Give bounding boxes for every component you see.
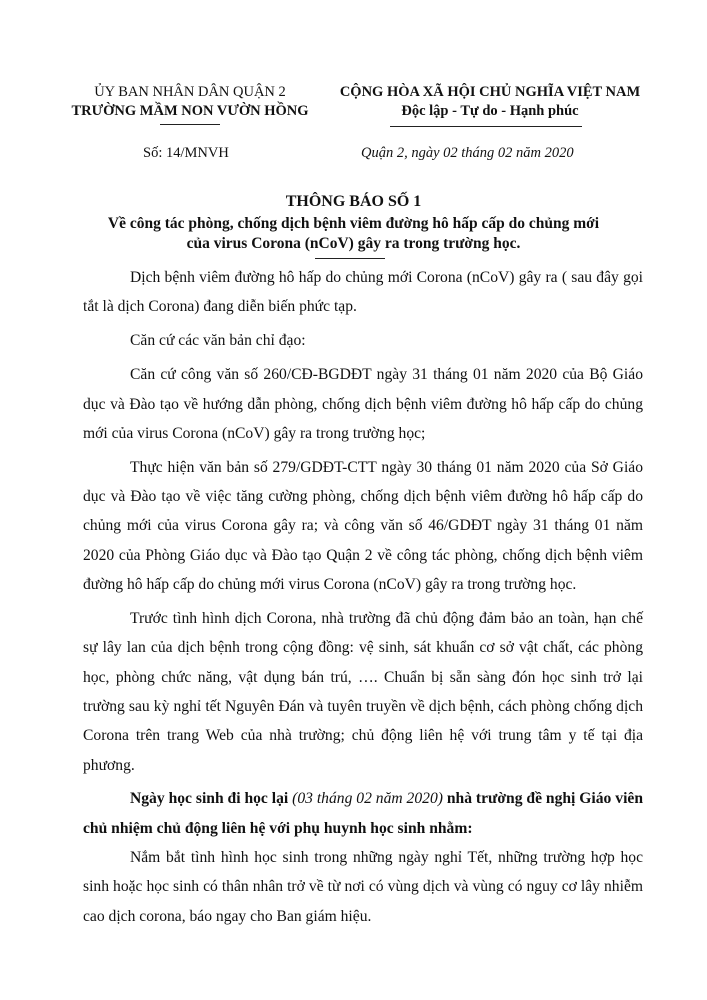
- subject-line-1: Về công tác phòng, chống dịch bệnh viêm đường hô hấp cấp do chủng mới: [107, 215, 600, 232]
- paragraph-basis-intro: Căn cứ các văn bản chỉ đạo:: [130, 332, 306, 350]
- return-date: (03 tháng 02 năm 2020): [292, 790, 443, 808]
- document-number: Số: 14/MNVH: [143, 145, 229, 161]
- left-underline: [160, 124, 220, 125]
- document-body: [83, 263, 643, 936]
- subject-line-2: của virus Corona (nCoV) gây ra trong trường học.: [186, 235, 521, 252]
- return-day-lead: Ngày học sinh đi học lại: [130, 790, 289, 808]
- school-name: TRƯỜNG MẦM NON VƯỜN HỒNG: [71, 103, 309, 119]
- paragraph-return-day: [83, 784, 643, 843]
- place-date: Quận 2, ngày 02 tháng 02 năm 2020: [361, 145, 574, 161]
- issuing-authority: [70, 83, 310, 121]
- paragraph-school-actions: Trước tình hình dịch Corona, nhà trường đã chủ động đảm bảo an toàn, hạn chế sự lây lan của dịch bệnh trong cộng đồng: vệ sinh, sát khuẩn cơ sở vật chất, các phòng học, phòng chức năng, vật dụng bán trú, …. Chuẩn bị sẵn sàng đón học sinh trở lại trường sau kỳ nghỉ tết Nguyên Đán và tuyên truyền về dịch bệnh, cách phòng chống dịch Corona trên trang Web của nhà trường; chủ động liên hệ với trung tâm y tế tại địa phương.: [83, 610, 643, 774]
- paragraph-situation: Dịch bệnh viêm đường hô hấp do chủng mới Corona (nCoV) gây ra ( sau đây gọi tắt là dịch Corona) đang diễn biến phức tạp.: [83, 269, 643, 316]
- paragraph-ministry-directive: Căn cứ công văn số 260/CĐ-BGDĐT ngày 31 tháng 01 năm 2020 của Bộ Giáo dục và Đào tạo về hướng dẫn phòng, chống dịch bệnh viêm đường hô hấp cấp do chủng mới của virus Corona (nCoV) gây ra trong trường học;: [83, 366, 643, 442]
- page-title: THÔNG BÁO SỐ 1: [285, 193, 422, 210]
- right-underline: [390, 126, 582, 127]
- district-committee: ỦY BAN NHÂN DÂN QUẬN 2: [94, 84, 286, 100]
- document-subject: [40, 214, 667, 254]
- paragraph-department-directive: Thực hiện văn bản số 279/GDĐT-CTT ngày 30 tháng 01 năm 2020 của Sở Giáo dục và Đào tạo về việc tăng cường phòng, chống dịch bệnh viêm đường hô hấp cấp do chủng mới của virus Corona gây ra; và công văn số 46/GDĐT ngày 31 tháng 01 năm 2020 của Phòng Giáo dục và Đào tạo Quận 2 về công tác phòng, chống dịch bệnh viêm đường hô hấp cấp do chủng mới virus Corona (nCoV) gây ra trong trường học.: [83, 458, 643, 594]
- motto: Độc lập - Tự do - Hạnh phúc: [401, 103, 579, 119]
- national-motto: [330, 83, 650, 121]
- return-day-request: nhà trường đề nghị Giáo viên chủ nhiệm chủ động liên hệ với phụ huynh học sinh nhằm:: [83, 790, 643, 837]
- country-name: CỘNG HÒA XÃ HỘI CHỦ NGHĨA VIỆT NAM: [339, 84, 641, 100]
- title-underline: [315, 258, 385, 259]
- paragraph-monitor-students: Nắm bắt tình hình học sinh trong những ngày nghỉ Tết, những trường hợp học sinh hoặc học sinh có thân nhân trở về từ nơi có vùng dịch và vùng có nguy cơ lây nhiễm cao dịch corona, báo ngay cho Ban giám hiệu.: [83, 849, 643, 925]
